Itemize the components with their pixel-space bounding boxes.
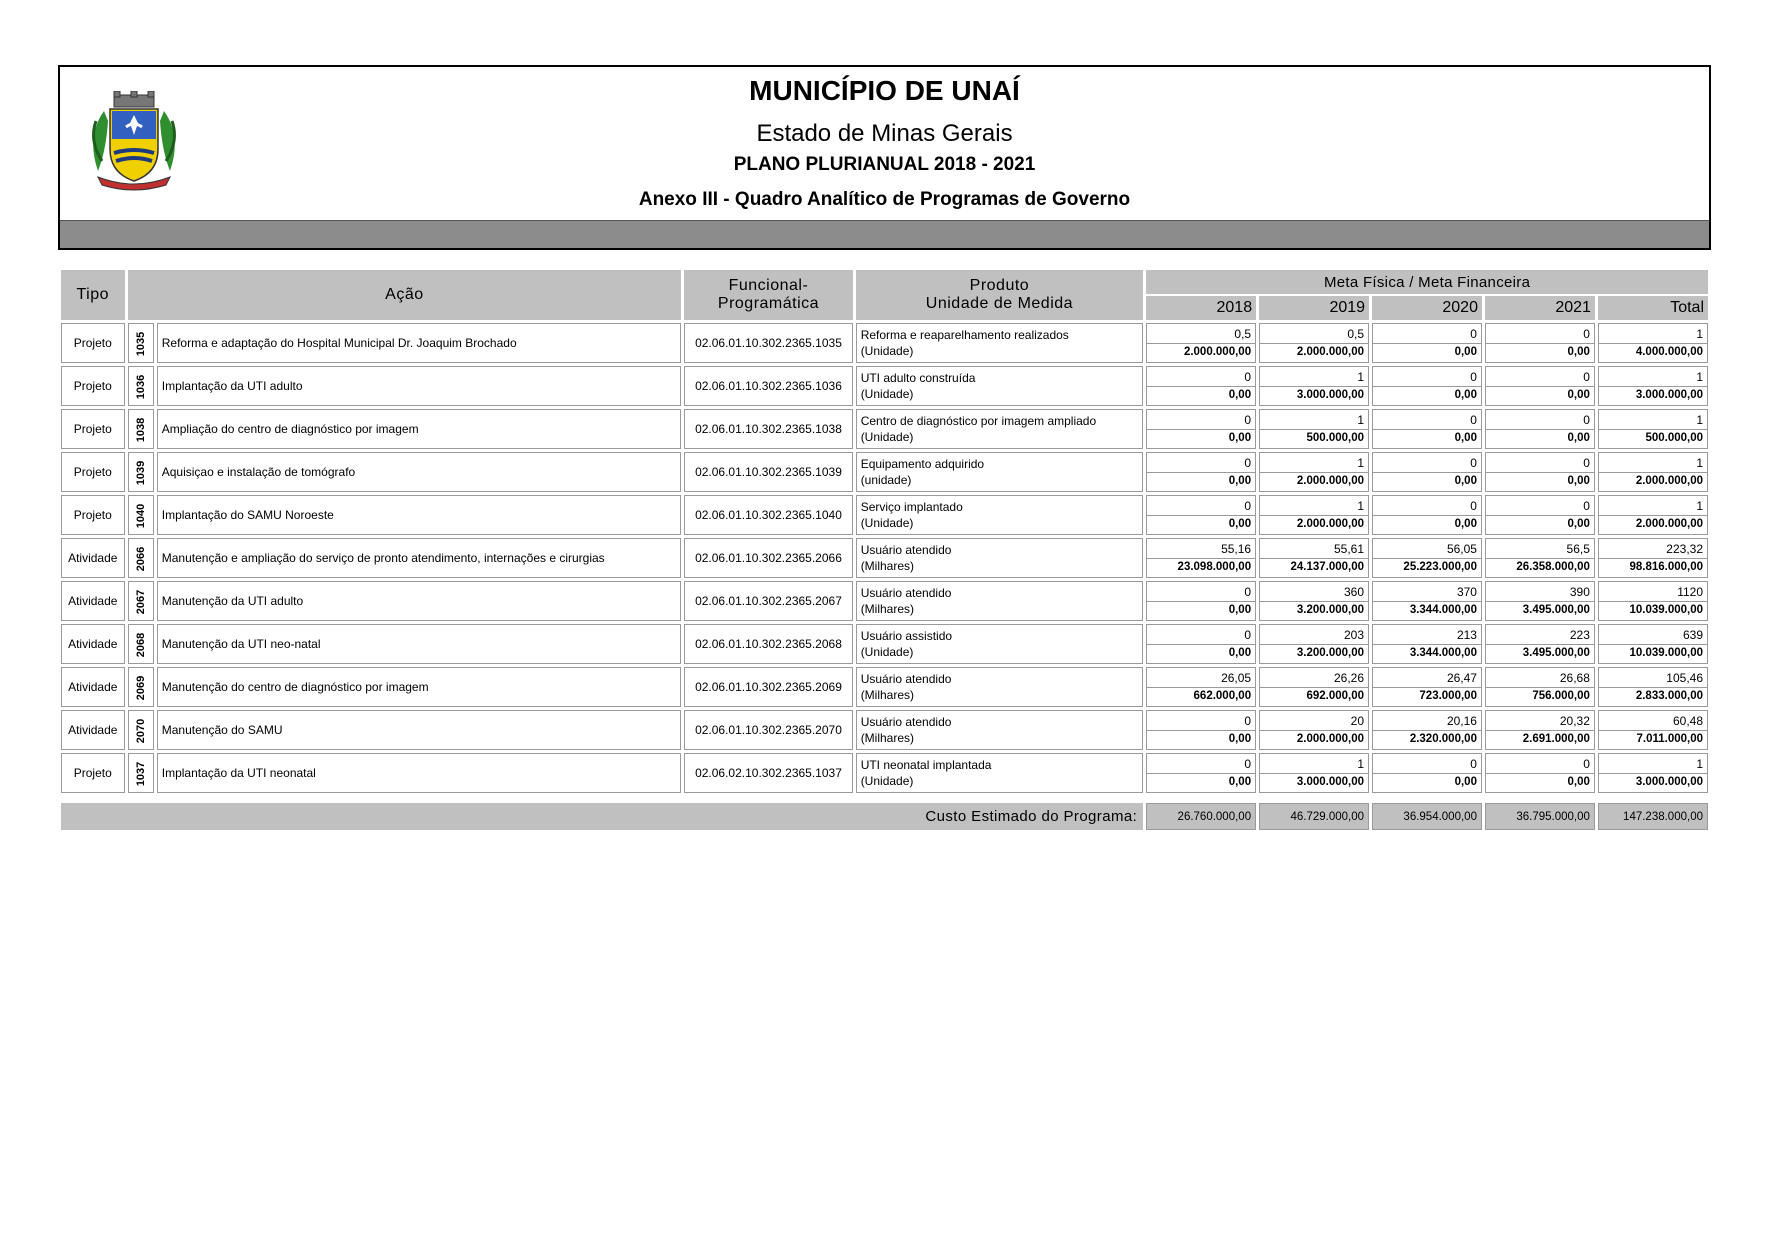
row-codigo-text: 2069 (134, 675, 147, 701)
row-meta-cell (1598, 753, 1708, 793)
row-meta-cell (1259, 452, 1369, 492)
row-codigo (128, 495, 154, 535)
meta-financeira: 3.200.000,00 (1296, 646, 1365, 659)
row-meta-cell (1598, 667, 1708, 707)
row-tipo: Atividade (61, 667, 125, 707)
total-value: 36.795.000,00 (1485, 803, 1595, 830)
row-meta-cell (1485, 366, 1595, 406)
meta-fisica: 105,46 (1599, 670, 1707, 688)
row-meta-cell (1598, 452, 1708, 492)
row-acao: Manutenção do centro de diagnóstico por imagem (157, 667, 682, 707)
header-acao: Ação (128, 270, 682, 320)
meta-fisica: 1 (1260, 455, 1368, 473)
meta-fisica: 55,61 (1260, 541, 1368, 559)
meta-financeira: 0,00 (1228, 388, 1252, 401)
row-produto (856, 538, 1143, 578)
meta-fisica: 26,68 (1486, 670, 1594, 688)
table-row (61, 538, 1708, 578)
total-value: 36.954.000,00 (1372, 803, 1482, 830)
row-codigo-text: 1035 (134, 331, 147, 357)
total-value: 46.729.000,00 (1259, 803, 1369, 830)
meta-fisica: 26,26 (1260, 670, 1368, 688)
meta-fisica: 0 (1147, 756, 1255, 774)
meta-financeira: 0,00 (1567, 345, 1590, 358)
meta-financeira: 3.000.000,00 (1296, 388, 1365, 401)
meta-fisica: 1 (1260, 369, 1368, 387)
meta-fisica: 1 (1260, 412, 1368, 430)
row-codigo-text: 1038 (134, 417, 147, 443)
meta-fisica: 0 (1147, 369, 1255, 387)
meta-fisica: 0 (1147, 455, 1255, 473)
row-funcional: 02.06.01.10.302.2365.2066 (684, 538, 852, 578)
row-meta-cell (1485, 581, 1595, 621)
header-year: 2021 (1485, 294, 1595, 320)
row-meta-cell (1146, 495, 1256, 535)
row-meta-cell (1372, 753, 1482, 793)
meta-fisica: 0 (1373, 455, 1481, 473)
header-produto (856, 270, 1143, 320)
row-meta-cell (1598, 366, 1708, 406)
meta-fisica: 26,47 (1373, 670, 1481, 688)
row-meta-cell (1372, 581, 1482, 621)
row-unidade: (Unidade) (860, 344, 914, 358)
annex-title: Anexo III - Quadro Analítico de Programas de Governo (638, 189, 1131, 210)
row-produto (856, 624, 1143, 664)
row-acao: Manutenção do SAMU (157, 710, 682, 750)
row-produto (856, 366, 1143, 406)
meta-financeira: 2.000.000,00 (1635, 517, 1703, 530)
row-codigo-text: 2066 (134, 546, 147, 572)
meta-fisica: 0,5 (1147, 326, 1255, 344)
header-tipo: Tipo (61, 270, 125, 320)
meta-fisica: 223,32 (1599, 541, 1707, 559)
row-produto (856, 753, 1143, 793)
meta-financeira: 662.000,00 (1193, 689, 1252, 702)
row-acao: Reforma e adaptação do Hospital Municipal Dr. Joaquim Brochado (157, 323, 682, 363)
report-header (58, 65, 1711, 250)
meta-fisica: 1 (1599, 455, 1707, 473)
meta-financeira: 2.000.000,00 (1296, 732, 1365, 745)
meta-financeira: 500.000,00 (1306, 431, 1365, 444)
total-label: Custo Estimado do Programa: (61, 803, 1143, 830)
meta-financeira: 0,00 (1228, 517, 1252, 530)
row-produto (856, 495, 1143, 535)
row-funcional: 02.06.01.10.302.2365.2069 (684, 667, 852, 707)
meta-fisica: 60,48 (1599, 713, 1707, 731)
meta-financeira: 3.495.000,00 (1522, 603, 1590, 616)
table-row (61, 753, 1708, 793)
row-produto-name: Usuário atendido (860, 543, 952, 557)
row-codigo-text: 2070 (134, 718, 147, 744)
meta-financeira: 24.137.000,00 (1290, 560, 1365, 573)
row-meta-cell (1598, 581, 1708, 621)
row-tipo: Projeto (61, 495, 125, 535)
row-acao: Aquisiçao e instalação de tomógrafo (157, 452, 682, 492)
row-acao: Implantação da UTI adulto (157, 366, 682, 406)
meta-financeira: 26.358.000,00 (1516, 560, 1590, 573)
meta-financeira: 756.000,00 (1532, 689, 1590, 702)
meta-fisica: 1 (1599, 756, 1707, 774)
meta-financeira: 692.000,00 (1306, 689, 1365, 702)
meta-financeira: 3.344.000,00 (1409, 646, 1477, 659)
meta-financeira: 0,00 (1567, 775, 1590, 788)
header-year: 2019 (1259, 294, 1369, 320)
meta-fisica: 20 (1260, 713, 1368, 731)
meta-fisica: 20,16 (1373, 713, 1481, 731)
row-codigo (128, 366, 154, 406)
table-row (61, 624, 1708, 664)
meta-financeira: 23.098.000,00 (1177, 560, 1252, 573)
row-tipo: Projeto (61, 409, 125, 449)
row-meta-cell (1485, 538, 1595, 578)
row-funcional: 02.06.01.10.302.2365.2068 (684, 624, 852, 664)
meta-fisica: 1 (1599, 369, 1707, 387)
row-codigo (128, 581, 154, 621)
meta-financeira: 3.000.000,00 (1296, 775, 1365, 788)
row-meta-cell (1259, 710, 1369, 750)
meta-financeira: 7.011.000,00 (1636, 732, 1703, 745)
header-funcional-line1: Funcional- (728, 277, 809, 294)
meta-financeira: 10.039.000,00 (1629, 603, 1703, 616)
header-funcional-line2: Programática (717, 295, 820, 312)
row-codigo-text: 1039 (134, 460, 147, 486)
meta-fisica: 55,16 (1147, 541, 1255, 559)
meta-financeira: 98.816.000,00 (1629, 560, 1703, 573)
row-acao: Manutenção da UTI neo-natal (157, 624, 682, 664)
row-meta-cell (1146, 710, 1256, 750)
row-produto-name: Reforma e reaparelhamento realizados (860, 328, 1069, 342)
row-produto-name: UTI neonatal implantada (860, 758, 992, 772)
row-funcional: 02.06.02.10.302.2365.1037 (684, 753, 852, 793)
meta-financeira: 0,00 (1454, 388, 1477, 401)
row-codigo (128, 667, 154, 707)
row-codigo (128, 323, 154, 363)
row-meta-cell (1372, 710, 1482, 750)
header-year: 2018 (1146, 294, 1256, 320)
row-codigo (128, 753, 154, 793)
row-codigo-text: 2068 (134, 632, 147, 658)
row-unidade: (Unidade) (860, 645, 914, 659)
row-codigo (128, 624, 154, 664)
row-tipo: Atividade (61, 710, 125, 750)
meta-financeira: 0,00 (1454, 517, 1477, 530)
meta-fisica: 0 (1486, 369, 1594, 387)
meta-financeira: 2.320.000,00 (1409, 732, 1477, 745)
header-meta: Meta Física / Meta Financeira (1146, 270, 1708, 294)
meta-fisica: 203 (1260, 627, 1368, 645)
row-meta-cell (1485, 624, 1595, 664)
row-unidade: (unidade) (860, 473, 912, 487)
meta-financeira: 3.495.000,00 (1522, 646, 1590, 659)
meta-fisica: 639 (1599, 627, 1707, 645)
meta-fisica: 20,32 (1486, 713, 1594, 731)
meta-fisica: 0 (1486, 412, 1594, 430)
row-unidade: (Unidade) (860, 387, 914, 401)
row-meta-cell (1146, 753, 1256, 793)
meta-fisica: 0 (1486, 498, 1594, 516)
row-produto (856, 409, 1143, 449)
meta-financeira: 10.039.000,00 (1629, 646, 1703, 659)
meta-fisica: 390 (1486, 584, 1594, 602)
row-funcional: 02.06.01.10.302.2365.1036 (684, 366, 852, 406)
meta-fisica: 213 (1373, 627, 1481, 645)
meta-financeira: 3.000.000,00 (1635, 775, 1703, 788)
row-acao: Implantação do SAMU Noroeste (157, 495, 682, 535)
row-meta-cell (1259, 409, 1369, 449)
meta-fisica: 0 (1147, 713, 1255, 731)
row-meta-cell (1146, 323, 1256, 363)
meta-financeira: 2.000.000,00 (1296, 517, 1365, 530)
meta-fisica: 0 (1373, 326, 1481, 344)
meta-fisica: 0 (1373, 756, 1481, 774)
row-funcional: 02.06.01.10.302.2365.1035 (684, 323, 852, 363)
row-meta-cell (1598, 495, 1708, 535)
header-bar (60, 220, 1709, 248)
meta-fisica: 56,05 (1373, 541, 1481, 559)
row-codigo (128, 452, 154, 492)
row-funcional: 02.06.01.10.302.2365.1040 (684, 495, 852, 535)
header-produto-line2: Unidade de Medida (925, 295, 1074, 312)
row-meta-cell (1485, 323, 1595, 363)
municipality-title: MUNICÍPIO DE UNAÍ (749, 75, 1020, 106)
row-unidade: (Unidade) (860, 516, 914, 530)
row-produto-name: Usuário atendido (860, 715, 952, 729)
row-meta-cell (1372, 624, 1482, 664)
meta-financeira: 0,00 (1228, 732, 1252, 745)
meta-fisica: 0 (1486, 756, 1594, 774)
meta-fisica: 223 (1486, 627, 1594, 645)
row-meta-cell (1259, 495, 1369, 535)
table-row (61, 366, 1708, 406)
row-meta-cell (1372, 495, 1482, 535)
meta-fisica: 360 (1260, 584, 1368, 602)
meta-financeira: 0,00 (1228, 431, 1252, 444)
meta-financeira: 2.000.000,00 (1296, 345, 1365, 358)
meta-financeira: 25.223.000,00 (1403, 560, 1477, 573)
row-codigo (128, 710, 154, 750)
row-produto-name: Serviço implantado (860, 500, 963, 514)
row-meta-cell (1259, 323, 1369, 363)
table-row (61, 667, 1708, 707)
row-codigo-text: 1036 (134, 374, 147, 400)
meta-fisica: 0 (1486, 455, 1594, 473)
row-tipo: Atividade (61, 624, 125, 664)
row-meta-cell (1259, 753, 1369, 793)
meta-fisica: 0,5 (1260, 326, 1368, 344)
row-meta-cell (1372, 452, 1482, 492)
row-unidade: (Unidade) (860, 774, 914, 788)
row-meta-cell (1485, 667, 1595, 707)
row-unidade: (Unidade) (860, 430, 914, 444)
row-tipo: Projeto (61, 452, 125, 492)
meta-fisica: 1 (1599, 498, 1707, 516)
row-codigo-text: 1037 (134, 761, 147, 787)
row-meta-cell (1146, 452, 1256, 492)
programs-table (58, 270, 1711, 830)
meta-fisica: 370 (1373, 584, 1481, 602)
row-produto-name: Equipamento adquirido (860, 457, 985, 471)
meta-fisica: 0 (1147, 412, 1255, 430)
row-meta-cell (1146, 624, 1256, 664)
row-meta-cell (1259, 366, 1369, 406)
row-tipo: Projeto (61, 753, 125, 793)
row-codigo-text: 2067 (134, 589, 147, 615)
meta-financeira: 0,00 (1454, 474, 1477, 487)
meta-financeira: 2.691.000,00 (1522, 732, 1590, 745)
meta-fisica: 0 (1147, 627, 1255, 645)
row-meta-cell (1259, 581, 1369, 621)
header-year: 2020 (1372, 294, 1482, 320)
row-produto (856, 710, 1143, 750)
meta-financeira: 0,00 (1567, 431, 1590, 444)
header-funcional (684, 270, 852, 320)
table-row (61, 409, 1708, 449)
table-row (61, 495, 1708, 535)
meta-financeira: 0,00 (1567, 474, 1590, 487)
row-produto-name: UTI adulto construída (860, 371, 976, 385)
header-total: Total (1598, 294, 1708, 320)
meta-financeira: 2.000.000,00 (1296, 474, 1365, 487)
meta-financeira: 723.000,00 (1419, 689, 1477, 702)
plan-title: PLANO PLURIANUAL 2018 - 2021 (733, 154, 1036, 175)
row-funcional: 02.06.01.10.302.2365.2070 (684, 710, 852, 750)
row-codigo-text: 1040 (134, 503, 147, 529)
row-funcional: 02.06.01.10.302.2365.1039 (684, 452, 852, 492)
meta-financeira: 0,00 (1454, 431, 1477, 444)
row-produto (856, 581, 1143, 621)
row-tipo: Projeto (61, 323, 125, 363)
row-produto-name: Centro de diagnóstico por imagem ampliado (860, 414, 1097, 428)
meta-fisica: 1120 (1599, 584, 1707, 602)
row-unidade: (Milhares) (860, 731, 915, 745)
row-produto (856, 323, 1143, 363)
meta-fisica: 1 (1260, 756, 1368, 774)
row-codigo (128, 538, 154, 578)
meta-financeira: 3.200.000,00 (1296, 603, 1365, 616)
table-row (61, 452, 1708, 492)
meta-financeira: 3.344.000,00 (1409, 603, 1477, 616)
row-meta-cell (1146, 667, 1256, 707)
row-unidade: (Milhares) (860, 559, 915, 573)
meta-financeira: 0,00 (1228, 646, 1252, 659)
header-produto-line1: Produto (969, 277, 1030, 294)
table-row (61, 710, 1708, 750)
row-meta-cell (1372, 323, 1482, 363)
row-meta-cell (1372, 538, 1482, 578)
meta-fisica: 1 (1599, 326, 1707, 344)
row-meta-cell (1146, 366, 1256, 406)
row-produto (856, 452, 1143, 492)
meta-financeira: 0,00 (1454, 345, 1477, 358)
row-acao: Ampliação do centro de diagnóstico por imagem (157, 409, 682, 449)
meta-fisica: 26,05 (1147, 670, 1255, 688)
meta-fisica: 1 (1599, 412, 1707, 430)
row-meta-cell (1372, 366, 1482, 406)
row-meta-cell (1372, 667, 1482, 707)
meta-financeira: 2.833.000,00 (1635, 689, 1703, 702)
meta-fisica: 0 (1147, 498, 1255, 516)
meta-fisica: 0 (1486, 326, 1594, 344)
row-tipo: Projeto (61, 366, 125, 406)
row-produto-name: Usuário atendido (860, 672, 952, 686)
row-meta-cell (1485, 495, 1595, 535)
meta-fisica: 56,5 (1486, 541, 1594, 559)
row-meta-cell (1598, 624, 1708, 664)
row-meta-cell (1485, 710, 1595, 750)
total-value: 147.238.000,00 (1598, 803, 1708, 830)
row-meta-cell (1598, 538, 1708, 578)
state-title: Estado de Minas Gerais (756, 120, 1013, 147)
meta-fisica: 0 (1373, 369, 1481, 387)
meta-financeira: 4.000.000,00 (1635, 345, 1703, 358)
row-codigo (128, 409, 154, 449)
meta-financeira: 2.000.000,00 (1635, 474, 1703, 487)
meta-financeira: 3.000.000,00 (1635, 388, 1703, 401)
row-meta-cell (1372, 409, 1482, 449)
row-meta-cell (1259, 624, 1369, 664)
meta-fisica: 0 (1373, 412, 1481, 430)
meta-financeira: 2.000.000,00 (1183, 345, 1252, 358)
row-meta-cell (1259, 667, 1369, 707)
row-meta-cell (1485, 753, 1595, 793)
row-unidade: (Milhares) (860, 688, 915, 702)
row-unidade: (Milhares) (860, 602, 915, 616)
meta-financeira: 0,00 (1567, 517, 1590, 530)
row-meta-cell (1598, 323, 1708, 363)
meta-financeira: 0,00 (1228, 603, 1252, 616)
meta-financeira: 0,00 (1228, 474, 1252, 487)
meta-financeira: 0,00 (1454, 775, 1477, 788)
row-meta-cell (1598, 409, 1708, 449)
total-value: 26.760.000,00 (1146, 803, 1256, 830)
meta-financeira: 0,00 (1228, 775, 1252, 788)
row-produto-name: Usuário assistido (860, 629, 953, 643)
row-meta-cell (1598, 710, 1708, 750)
row-meta-cell (1485, 452, 1595, 492)
meta-financeira: 500.000,00 (1645, 431, 1703, 444)
table-row (61, 323, 1708, 363)
meta-financeira: 0,00 (1567, 388, 1590, 401)
meta-fisica: 0 (1373, 498, 1481, 516)
row-meta-cell (1146, 581, 1256, 621)
row-meta-cell (1146, 538, 1256, 578)
row-meta-cell (1259, 538, 1369, 578)
table-row (61, 581, 1708, 621)
row-produto (856, 667, 1143, 707)
row-acao: Implantação da UTI neonatal (157, 753, 682, 793)
row-meta-cell (1146, 409, 1256, 449)
row-funcional: 02.06.01.10.302.2365.2067 (684, 581, 852, 621)
row-meta-cell (1485, 409, 1595, 449)
row-tipo: Atividade (61, 581, 125, 621)
row-produto-name: Usuário atendido (860, 586, 952, 600)
row-acao: Manutenção da UTI adulto (157, 581, 682, 621)
row-tipo: Atividade (61, 538, 125, 578)
meta-fisica: 1 (1260, 498, 1368, 516)
row-funcional: 02.06.01.10.302.2365.1038 (684, 409, 852, 449)
meta-fisica: 0 (1147, 584, 1255, 602)
row-acao: Manutenção e ampliação do serviço de pronto atendimento, internações e cirurgias (157, 538, 682, 578)
